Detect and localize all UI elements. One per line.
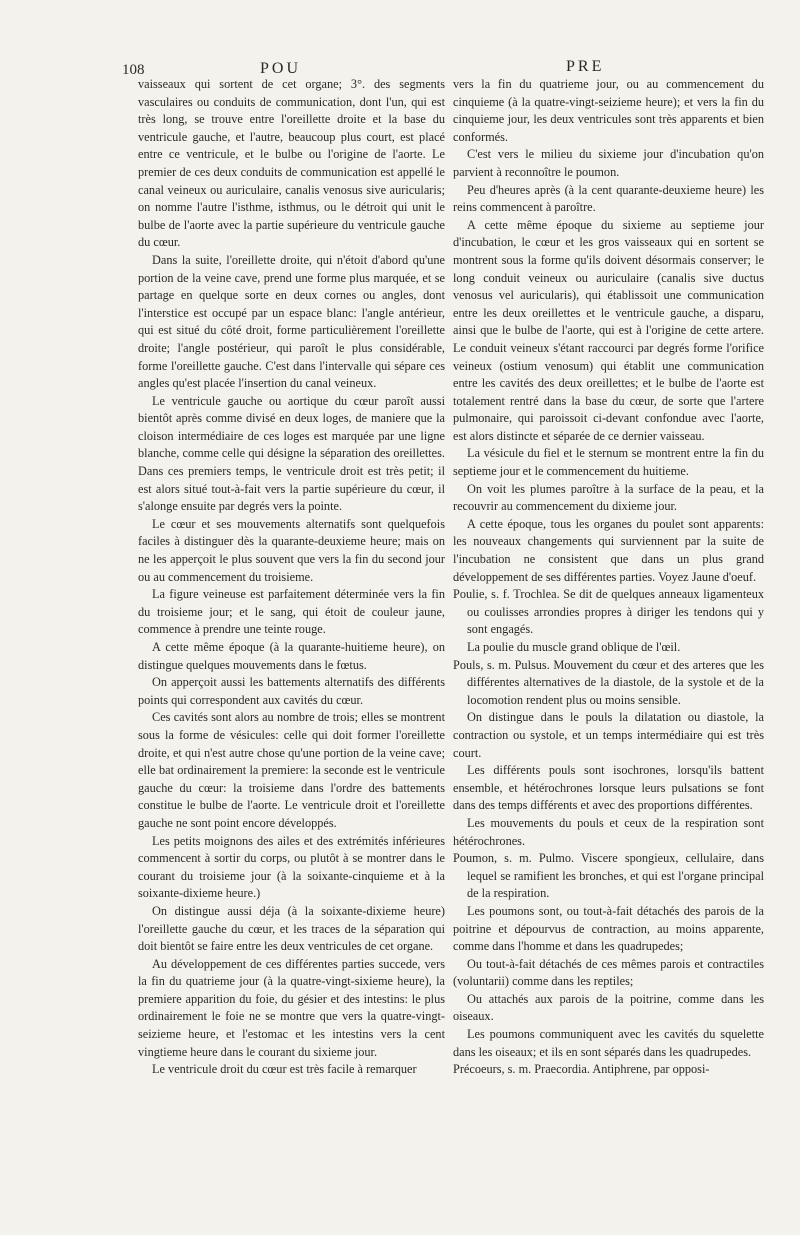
paragraph: Les poumons communiquent avec les cavités du squelette dans les oiseaux; et ils en sont séparés dans les quadrupedes. [453,1027,764,1059]
dictionary-entry: Pouls, s. m. Pulsus. Mouvement du cœur et des arteres que les différentes alternatives de la diastole, de la systole et de la locomotion rendent plus ou moins sensible. [453,657,764,707]
paragraph: A cette même époque du sixieme au septieme jour d'incubation, le cœur et les gros vaisseaux qui en sortent se montrent sous la forme qu'ils doivent désormais conserver; le long conduit veineux ou auriculaire (canalis sive ductus venosus vel auricularis), qui établissoit une communication entre les deux oreillettes et le ventricule gauche, a disparu, ainsi que le bulbe de l'aorte, qui est à l'origine de cette artere. Le conduit veineux s'étant raccourci par degrés forme l'orifice veineux (ostium venosum) qui établit une communication entre les cavités des deux oreillettes; et le bulbe de l'aorte est totalement rentré dans la base du cœur, de sorte que l'artere pulmonaire, qui paroissoit ci-devant confondue avec l'aorte, est alors distincte et séparée de ce dernier vaisseau. [453,217,764,443]
paragraph: C'est vers le milieu du sixieme jour d'incubation qu'on parvient à reconnoître le poumon. [453,147,764,179]
paragraph: Les mouvements du pouls et ceux de la respiration sont hétérochrones. [453,815,764,848]
running-head-left: POU [260,60,302,77]
dictionary-entry: Précoeurs, s. m. Praecordia. Antiphrene, par opposi- [453,1062,710,1077]
paragraph: Ces cavités sont alors au nombre de trois; elles se montrent sous la forme de vésicules: celle qui doit former l'oreillette droite, et qui n'est autre chose qu'une portion de la veine cave; elle bat ordinairement la premiere: la seconde est le ventricule gauche du cœur: la troisieme dans l'ordre des battements constitue le bulbe de l'aorte. Le ventricule droit et l'oreillette gauche ne sont point encore développés. [138,710,445,830]
paragraph: A cette même époque (à la quarante-huitieme heure), on distingue quelques mouvements dans le fœtus. [138,640,445,672]
paragraph: La figure veineuse est parfaitement déterminée vers la fin du troisieme jour; et le sang, qui étoit de couleur jaune, commence à prendre une teinte rouge. [138,587,445,637]
paragraph: La poulie du muscle grand oblique de l'œil. [467,640,681,654]
paragraph: Les poumons sont, ou tout-à-fait détachés des parois de la poitrine et dépourvus de contraction, au moins apparente, comme dans l'homme et dans les quadrupedes; [453,903,764,954]
paragraph: Dans la suite, l'oreillette droite, qui n'étoit d'abord qu'une portion de la veine cave, prend une forme plus marquée, et se partage en quelque sorte en deux cornes ou angles, dont l'interstice est occupé par un espace blanc: l'angle antérieur, qui est situé du côté droit, forme particulièrement l'oreillette droite; l'angle postérieur, qui paroît le plus considérable, forme l'oreillette gauche. C'est dans l'intervalle qui sépare ces angles qu'est placée l'insertion du canal veineux. [138,252,445,391]
paragraph: Le cœur et ses mouvements alternatifs sont quelquefois faciles à distinguer dès la quarante-deuxieme heure; mais on ne les apperçoit le plus souvent que vers la fin du second jour ou au commencement du troisieme. [138,516,445,584]
paragraph: On voit les plumes paroître à la surface de la peau, et la recouvrir au commencement du dixieme jour. [453,481,764,514]
paragraph: Peu d'heures après (à la cent quarante-deuxieme heure) les reins commencent à paroître. [453,182,764,215]
paragraph: La vésicule du fiel et le sternum se montrent entre la fin du septieme jour et le commencement du huitieme. [453,446,764,479]
paragraph: vaisseaux qui sortent de cet organe; 3°. des segments vasculaires ou conduits de communication, dont l'un, qui est très long, se trouve entre l'oreillette droite et la base du ventricule gauche, et l'autre, beaucoup plus court, est placé entre ce ventricule, et le bulbe ou l'origine de l'aorte. Le premier de ces deux conduits de communication est appellé le canal veineux ou auriculaire, canalis venosus sive auricularis; on nomme l'autre l'isthme, isthmus, ou le détroit qui unit le bulbe de l'aorte avec la partie supérieure du ventricule gauche du cœur. [138,77,445,250]
paragraph: A cette époque, tous les organes du poulet sont apparents: les nouveaux changements qui surviennent par la suite de l'incubation ne consistent que dans un plus grand développement de ses différentes parties. Voyez Jaune d'oeuf. [453,516,764,584]
left-column [138,76,445,1079]
paragraph: On distingue aussi déja (à la soixante-dixieme heure) l'oreillette gauche du cœur, et les traces de la séparation qui doit bientôt se faire entre les deux ventricules de cet organe. [138,903,445,954]
running-head-right: PRE [566,58,605,75]
paragraph: Le ventricule droit du cœur est très facile à remarquer [152,1062,417,1077]
paragraph: Le ventricule gauche ou aortique du cœur paroît aussi bientôt après comme divisé en deux loges, de maniere que la cloison intermédiaire de ces loges est marquée par une ligne blanche, comme celle qui désigne la séparation des oreillettes. Dans ces premiers temps, le ventricule droit est très petit; il est alors situé tout-à-fait vers la partie supérieure du cœur, il s'alonge ensuite par degrés vers la pointe. [138,393,445,514]
page-number: 108 [122,62,145,78]
paragraph: Les petits moignons des ailes et des extrémités inférieures commencent à sortir du corps, ou plutôt à se montrer dans le courant du troisieme jour (à la soixante-cinquieme et à la soixante-dixieme heure.) [138,833,445,901]
paragraph: Ou tout-à-fait détachés de ces mêmes parois et contractiles (voluntarii) comme dans les reptiles; [453,956,764,989]
dictionary-entry: Poulie, s. f. Trochlea. Se dit de quelques anneaux ligamenteux ou coulisses arrondies propres à diriger les tendons qui y sont engagés. [453,587,764,637]
paragraph: vers la fin du quatrieme jour, ou au commencement du cinquieme (à la quatre-vingt-seizieme heure); et vers la fin du cinquieme jour, les deux ventricules sont très apparents et bien conformés. [453,77,764,144]
dictionary-entry: Poumon, s. m. Pulmo. Viscere spongieux, cellulaire, dans lequel se ramifient les bronches, et qui est l'organe principal de la respiration. [453,851,764,901]
paragraph: On apperçoit aussi les battements alternatifs des différents points qui correspondent aux cavités du cœur. [138,675,445,707]
paragraph: Au développement de ces différentes parties succede, vers la fin du quatrieme jour (à la quatre-vingt-sixieme heure), la premiere apparition du foie, du gésier et des intestins: le plus ordinairement le foie ne se montre que vers la quatre-vingt-seizieme heure, et l'estomac et les intestins vers la cent vingtieme heure dans le courant du sixieme jour. [138,956,445,1059]
paragraph: Ou attachés aux parois de la poitrine, comme dans les oiseaux. [453,991,764,1024]
paragraph: On distingue dans le pouls la dilatation ou diastole, la contraction ou systole, et un temps intermédiaire qui est très court. [453,710,764,760]
right-column [453,76,764,1079]
paragraph: Les différents pouls sont isochrones, lorsqu'ils battent ensemble, et hétérochrones lorsque leurs pulsations se font dans des temps différents et avec des proportions différentes. [453,763,764,813]
